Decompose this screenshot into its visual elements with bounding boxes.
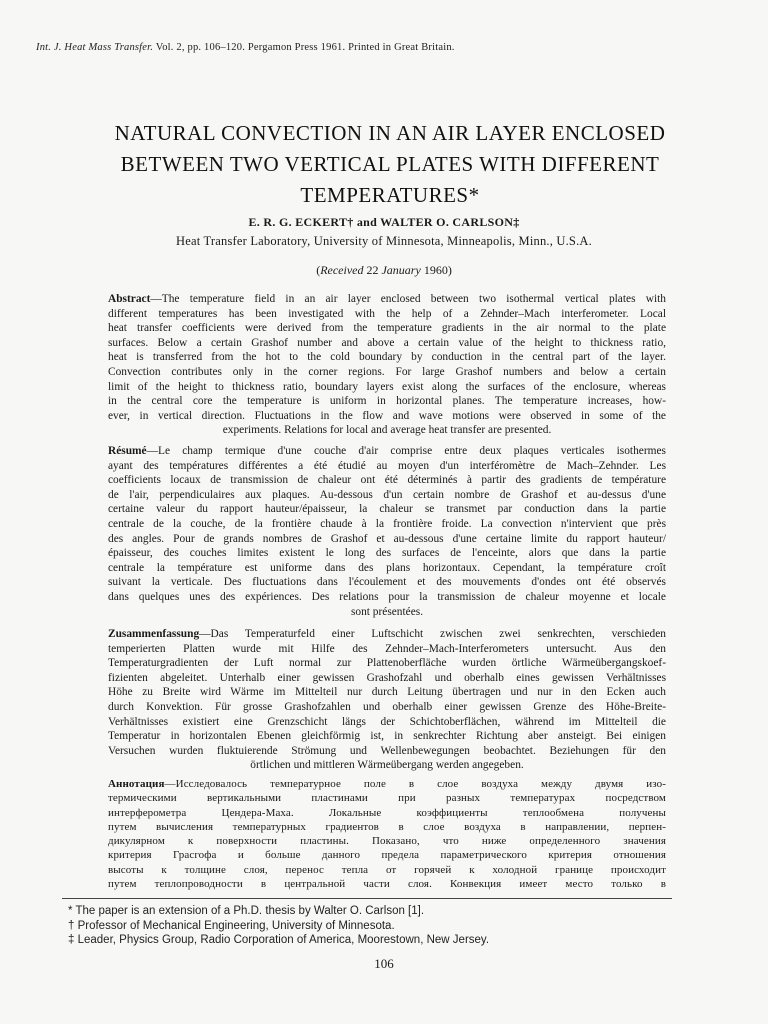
- abstract-text: —The temperature field in an air layer enclosed between two isothermal vertical plates with: [150, 293, 666, 305]
- authors: E. R. G. ECKERT† and WALTER O. CARLSON‡: [248, 215, 520, 229]
- annotatsiya-line: термическими вертикальными пластинами при разных температурах посредством: [108, 792, 666, 805]
- resume-line: épaisseur, des couches limites existent le long des surfaces de l'enceinte, alors que dans la partie: [108, 547, 666, 560]
- zusammenfassung-line: Temperatur in horizontalen Ebenen gleichförmig ist, in senkrechter Richtung aber ansteigt. Bei einigen: [108, 730, 666, 743]
- resume-line: des angles. Pour de grands nombres de Grashof et au-dessous d'une certaine limite du rapport hauteur/: [108, 532, 666, 545]
- received-year: 1960): [423, 263, 452, 277]
- zusammenfassung-line: Versuchen wurden fluktuierende Strömung und Wellenbewegungen beobachtet. Beziehungen für den: [108, 744, 666, 757]
- zusammenfassung-line: temperierten Platten wurde mit Hilfe des Zehnder–Mach-Interferometers untersucht. Aus den: [108, 642, 666, 655]
- zusammenfassung-line: Höhe zu Breite wird Wärme im Mittelteil nur durch Leitung übertragen und nur in den Ecken auch: [108, 686, 666, 699]
- resume-line: coefficients locaux de transmission de chaleur ont été déterminés à partir des gradients de température: [108, 474, 666, 487]
- resume-line: [108, 444, 666, 459]
- resume-line: de l'air, perpendiculaires aux plaques. Au-dessous d'un certain nombre de Grashof et au-dessus d'une: [108, 488, 666, 501]
- footnote-carlson: ‡ Leader, Physics Group, Radio Corporation of America, Moorestown, New Jersey.: [68, 934, 490, 946]
- zusammenfassung-line: fizienten abgeleitet. Unterhalb einer gewissen Grashofzahl und oberhalb eines gewissen Verhältnisses: [108, 671, 666, 684]
- abstract-line: experiments. Relations for local and average heat transfer are presented.: [222, 424, 552, 437]
- annotatsiya-text: —Исследовалось температурное поле в слое воздуха между двумя изо-: [164, 778, 666, 790]
- abstract-line: heat is transferred from the hot to the cold boundary by conduction in the central part of the layer.: [108, 351, 666, 364]
- zusammenfassung-line: Verhältnisses existiert eine Grenzschicht längs der Schichtoberflächen, während im Mittelteil die: [108, 715, 666, 728]
- annotatsiya-line: критерия Грасгофа и больше данного предела параметрического критерия отношения: [108, 849, 666, 862]
- annotatsiya-lead: Аннотация: [108, 778, 165, 790]
- abstract-german: [108, 627, 666, 773]
- zusammenfassung-line: Temperaturgradienten der Luft normal zur Plattenoberfläche wurden örtliche Wärmeübergangskoef-: [108, 657, 666, 670]
- resume-line: centrale la température est uniforme dans des plans horizontaux. Cependant, la température croît: [108, 561, 666, 574]
- affiliation: Heat Transfer Laboratory, University of Minnesota, Minneapolis, Minn., U.S.A.: [176, 234, 592, 248]
- journal-details: Vol. 2, pp. 106–120. Pergamon Press 1961. Printed in Great Britain.: [155, 42, 455, 53]
- abstract-english: [108, 292, 666, 438]
- resume-line: certaine valeur du rapport hauteur/épaisseur, la chaleur se transmet par conduction dans la partie: [108, 503, 666, 516]
- annotatsiya-line: интерферометра Цендера-Маха. Локальные коэффициенты теплообмена получены: [108, 806, 666, 819]
- footnote-eckert: † Professor of Mechanical Engineering, University of Minnesota.: [68, 919, 395, 932]
- resume-line: dans quelques unes des expériences. Des relations pour la transmission de chaleur moyenne et locale: [108, 590, 666, 603]
- abstract-line: in the central core the temperature is uniform in horizontal planes. The temperature increases, how-: [108, 395, 666, 408]
- received-label: Received: [320, 263, 364, 277]
- annotatsiya-line: путем теплопроводности в центральной части слоя. Конвекция имеет место только в: [108, 878, 666, 891]
- received-open: (: [316, 263, 321, 277]
- abstract-line: different temperatures has been investigated with the help of a Zehnder–Mach interferometer. Local: [108, 307, 666, 320]
- resume-text: —Le champ termique d'une couche d'air comprise entre deux plaques verticales isothermes: [146, 445, 666, 457]
- journal-header: [36, 42, 455, 53]
- abstract-line: Convection contributes only in the corner regions. For large Grashof numbers and below a certain: [108, 365, 666, 378]
- zusammenfassung-text: —Das Temperaturfeld einer Luftschicht zwischen zwei senkrechten, verschieden: [199, 628, 666, 640]
- abstract-line: [108, 292, 666, 307]
- page-number: 106: [374, 956, 394, 971]
- received-month: January: [381, 263, 421, 277]
- abstract-russian: [108, 777, 666, 891]
- zusammenfassung-line: örtlichen und mittleren Wärmeübergang werden angegeben.: [250, 759, 524, 772]
- title-line: BETWEEN TWO VERTICAL PLATES WITH DIFFERENT: [120, 152, 660, 176]
- footnotes: [68, 904, 489, 948]
- resume-line: suivant la verticale. Des fluctuations dans l'écoulement et des mouvements d'ondes ont été observés: [108, 576, 666, 589]
- abstract-line: heat transfer coefficients were derived from the temperature gradients in the air normal to the plate: [108, 322, 666, 335]
- abstract-line: limit of the height to thickness ratio, boundary layers exist along the surfaces of the enclosure, whereas: [108, 380, 666, 393]
- annotatsiya-line: высоты к толщине слоя, перенос тепла от горячей к холодной границе происходит: [108, 863, 666, 876]
- received-date: [0, 263, 768, 278]
- received-day: 22: [366, 263, 379, 277]
- abstract-lead: Abstract: [108, 293, 151, 305]
- zusammenfassung-lead: Zusammenfassung: [108, 628, 200, 640]
- abstract-line: surfaces. Below a certain Grashof number and above a certain value of the height to thickness ratio,: [108, 336, 666, 349]
- resume-line: sont présentées.: [350, 605, 424, 618]
- annotatsiya-line: [108, 777, 666, 791]
- abstract-line: ever, in vertical direction. Fluctuations in the flow and wave motions were observed in some of the: [108, 409, 666, 422]
- footnote-thesis: * The paper is an extension of a Ph.D. thesis by Walter O. Carlson [1].: [68, 905, 425, 917]
- abstract-french: [108, 444, 666, 619]
- footnote-divider: [62, 898, 672, 899]
- zusammenfassung-line: durch Konvektion. Für grosse Grashofzahlen und oberhalb einer gewissen Grenze des Höhe-Breite-: [108, 700, 666, 713]
- zusammenfassung-line: [108, 627, 666, 642]
- journal-name: Int. J. Heat Mass Transfer.: [36, 42, 154, 53]
- resume-line: ayant des températures différentes a été étudié au moyen d'un interféromètre de Mach–Zehnder. Les: [108, 459, 666, 472]
- resume-lead: Résumé: [108, 445, 147, 457]
- title-line: NATURAL CONVECTION IN AN AIR LAYER ENCLOSED: [114, 121, 666, 145]
- paper-title: [60, 118, 720, 211]
- annotatsiya-line: дикулярном к поверхности пластины. Показано, что ниже определенного значения: [108, 835, 666, 848]
- resume-line: centrale de la couche, de la frontière chaude à la frontière froide. La convection n'intervient que près: [108, 517, 666, 530]
- annotatsiya-line: путем вычисления температурных градиентов в слое воздуха в направлении, перпен-: [108, 820, 666, 833]
- title-line: TEMPERATURES*: [300, 183, 480, 207]
